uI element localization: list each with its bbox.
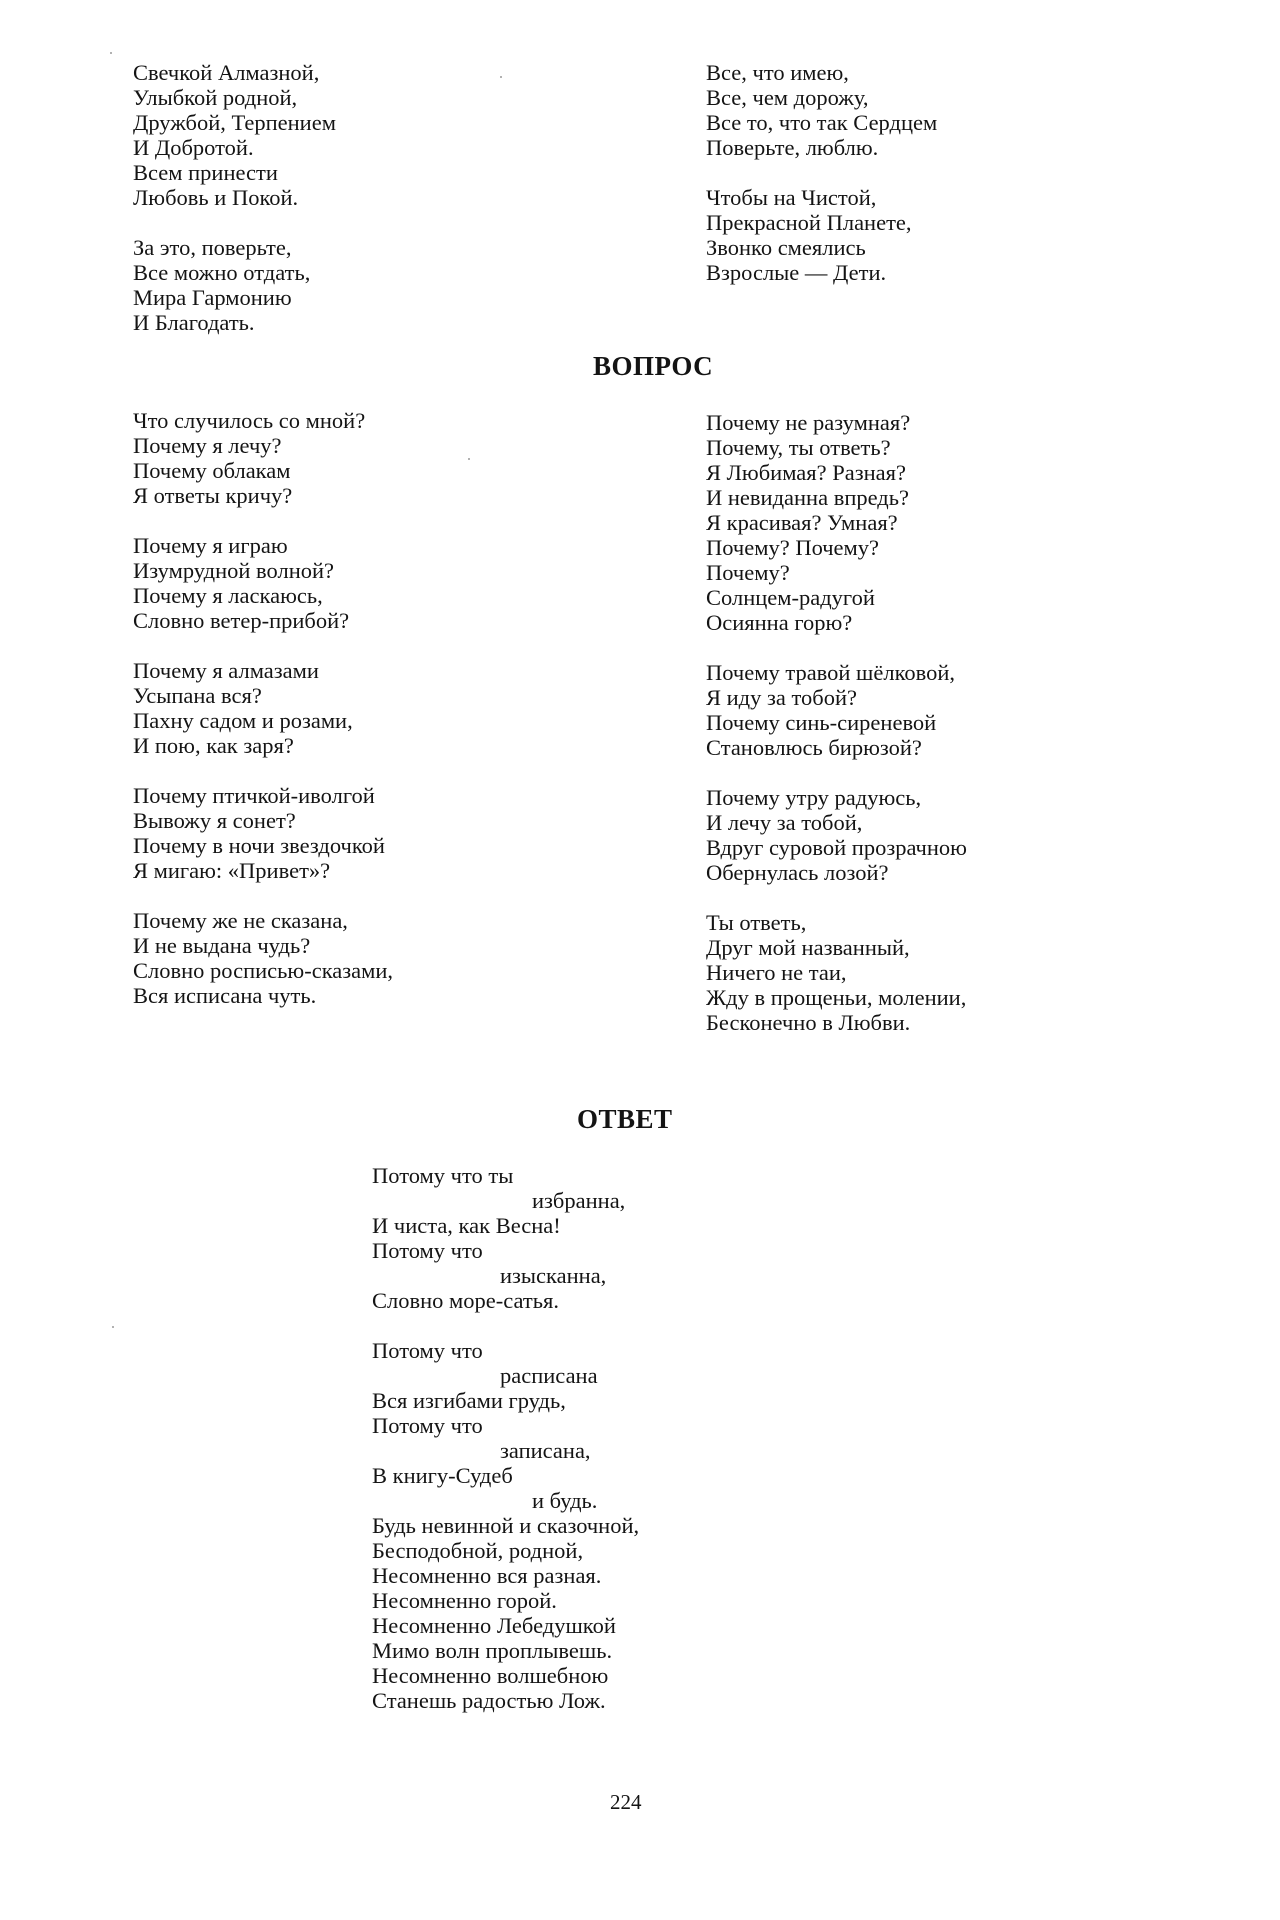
- stanza: [706, 60, 937, 160]
- poem-line: Почему синь-сиреневой: [706, 710, 937, 735]
- poem-line: Потому что: [372, 1413, 483, 1438]
- poem-line: изысканна,: [500, 1263, 607, 1288]
- poem-line: Ты ответь,: [706, 910, 807, 935]
- poem-line: За это, поверьте,: [133, 235, 292, 260]
- poem-line: Потому что ты: [372, 1163, 514, 1188]
- poem-line: Бесподобной, родной,: [372, 1538, 584, 1563]
- paper-speck: [468, 458, 470, 460]
- poem-line: Мимо волн проплывешь.: [372, 1638, 613, 1663]
- poem-line: Почему? Почему?: [706, 535, 880, 560]
- vopros-left-column: [133, 408, 393, 1008]
- poem-line: Несомненно вся разная.: [372, 1563, 602, 1588]
- poem-line: Потому что: [372, 1238, 483, 1263]
- stanza: [706, 410, 967, 635]
- poem-line: Потому что: [372, 1338, 483, 1363]
- poem-line: Обернулась лозой?: [706, 860, 889, 885]
- poem-line: Взрослые — Дети.: [706, 260, 887, 285]
- poem-line: Словно море-сатья.: [372, 1288, 559, 1313]
- poem-line: Словно росписью-сказами,: [133, 958, 394, 983]
- poem-line: Я иду за тобой?: [706, 685, 858, 710]
- poem-line: расписана: [500, 1363, 598, 1388]
- poem-line: и будь.: [532, 1488, 598, 1513]
- stanza: [133, 60, 336, 210]
- poem-line: Все то, что так Сердцем: [706, 110, 938, 135]
- poem-line: Почему утру радуюсь,: [706, 785, 922, 810]
- poem-line: И невиданна впредь?: [706, 485, 909, 510]
- poem-line: Почему?: [706, 560, 790, 585]
- poem-line: И не выдана чудь?: [133, 933, 311, 958]
- poem-line: И Добротой.: [133, 135, 254, 160]
- poem-line: Почему птичкой-иволгой: [133, 783, 375, 808]
- poem-line: Несомненно Лебедушкой: [372, 1613, 616, 1638]
- stanza: [706, 910, 967, 1035]
- poem-title-otvet: ОТВЕТ: [577, 1104, 673, 1134]
- poem-top-left-column: [133, 60, 336, 335]
- poem-line: И пою, как заря?: [133, 733, 294, 758]
- poem-line: Несомненно горой.: [372, 1588, 557, 1613]
- poem-line: Бесконечно в Любви.: [706, 1010, 911, 1035]
- stanza: [706, 785, 967, 885]
- poem-line: Чтобы на Чистой,: [706, 185, 877, 210]
- stanza: [133, 783, 393, 883]
- poem-line: Изумрудной волной?: [133, 558, 335, 583]
- poem-line: Я красивая? Умная?: [706, 510, 898, 535]
- poem-line: Все, что имею,: [706, 60, 849, 85]
- stanza: [372, 1338, 639, 1713]
- poem-line: Я мигаю: «Привет»?: [133, 858, 331, 883]
- poem-line: Все, чем дорожу,: [706, 85, 869, 110]
- stanza: [706, 185, 937, 285]
- poem-title-vopros: ВОПРОС: [593, 351, 714, 381]
- poem-line: Мира Гармонию: [133, 285, 292, 310]
- poem-line: Почему не разумная?: [706, 410, 911, 435]
- poem-line: Почему я алмазами: [133, 658, 319, 683]
- vopros-right-column: [706, 410, 967, 1035]
- stanza: [133, 533, 393, 633]
- poem-line: Почему же не сказана,: [133, 908, 348, 933]
- poem-line: Звонко смеялись: [706, 235, 866, 260]
- poem-line: Все можно отдать,: [133, 260, 311, 285]
- stanza: [372, 1163, 639, 1313]
- poem-line: И лечу за тобой,: [706, 810, 863, 835]
- poem-line: Я Любимая? Разная?: [706, 460, 906, 485]
- poem-line: И чиста, как Весна!: [372, 1213, 561, 1238]
- poem-line: записана,: [500, 1438, 591, 1463]
- poem-line: Солнцем-радугой: [706, 585, 875, 610]
- poem-line: Жду в прощеньи, молении,: [706, 985, 967, 1010]
- poem-line: Друг мой названный,: [706, 935, 910, 960]
- poem-line: Почему в ночи звездочкой: [133, 833, 385, 858]
- poem-line: Станешь радостью Лож.: [372, 1688, 606, 1713]
- poem-line: Дружбой, Терпением: [133, 110, 336, 135]
- poem-line: Почему я лечу?: [133, 433, 282, 458]
- stanza: [706, 660, 967, 760]
- poem-line: Поверьте, люблю.: [706, 135, 879, 160]
- poem-line: Я ответы кричу?: [133, 483, 293, 508]
- paper-speck: [500, 76, 502, 78]
- poem-line: И Благодать.: [133, 310, 255, 335]
- poem-top-right-column: [706, 60, 937, 285]
- poem-line: Свечкой Алмазной,: [133, 60, 320, 85]
- stanza: [133, 658, 393, 758]
- page-number: 224: [610, 1790, 642, 1814]
- poem-line: Любовь и Покой.: [133, 185, 299, 210]
- poem-line: В книгу-Судеб: [372, 1463, 513, 1488]
- poem-line: Несомненно волшебною: [372, 1663, 609, 1688]
- poem-line: Что случилось со мной?: [133, 408, 366, 433]
- poem-line: избранна,: [532, 1188, 626, 1213]
- stanza: [133, 408, 393, 508]
- poem-line: Улыбкой родной,: [133, 85, 298, 110]
- poem-line: Почему я ласкаюсь,: [133, 583, 323, 608]
- poem-line: Пахну садом и розами,: [133, 708, 353, 733]
- poem-line: Всем принести: [133, 160, 278, 185]
- poem-line: Вся исписана чуть.: [133, 983, 317, 1008]
- poem-line: Усыпана вся?: [133, 683, 262, 708]
- poem-line: Вдруг суровой прозрачною: [706, 835, 967, 860]
- paper-speck: [110, 52, 112, 54]
- poem-line: Становлюсь бирюзой?: [706, 735, 922, 760]
- poem-line: Словно ветер-прибой?: [133, 608, 350, 633]
- poem-line: Вся изгибами грудь,: [372, 1388, 566, 1413]
- stanza: [133, 908, 393, 1008]
- poem-line: Почему я играю: [133, 533, 288, 558]
- poem-line: Почему, ты ответь?: [706, 435, 891, 460]
- poem-line: Осиянна горю?: [706, 610, 853, 635]
- poem-line: Будь невинной и сказочной,: [372, 1513, 640, 1538]
- stanza: [133, 235, 336, 335]
- poem-line: Вывожу я сонет?: [133, 808, 296, 833]
- poem-line: Прекрасной Планете,: [706, 210, 912, 235]
- otvet-column: [372, 1163, 639, 1713]
- poem-line: Почему облакам: [133, 458, 291, 483]
- poem-line: Ничего не таи,: [706, 960, 847, 985]
- paper-speck: [112, 1326, 114, 1328]
- poem-line: Почему травой шёлковой,: [706, 660, 956, 685]
